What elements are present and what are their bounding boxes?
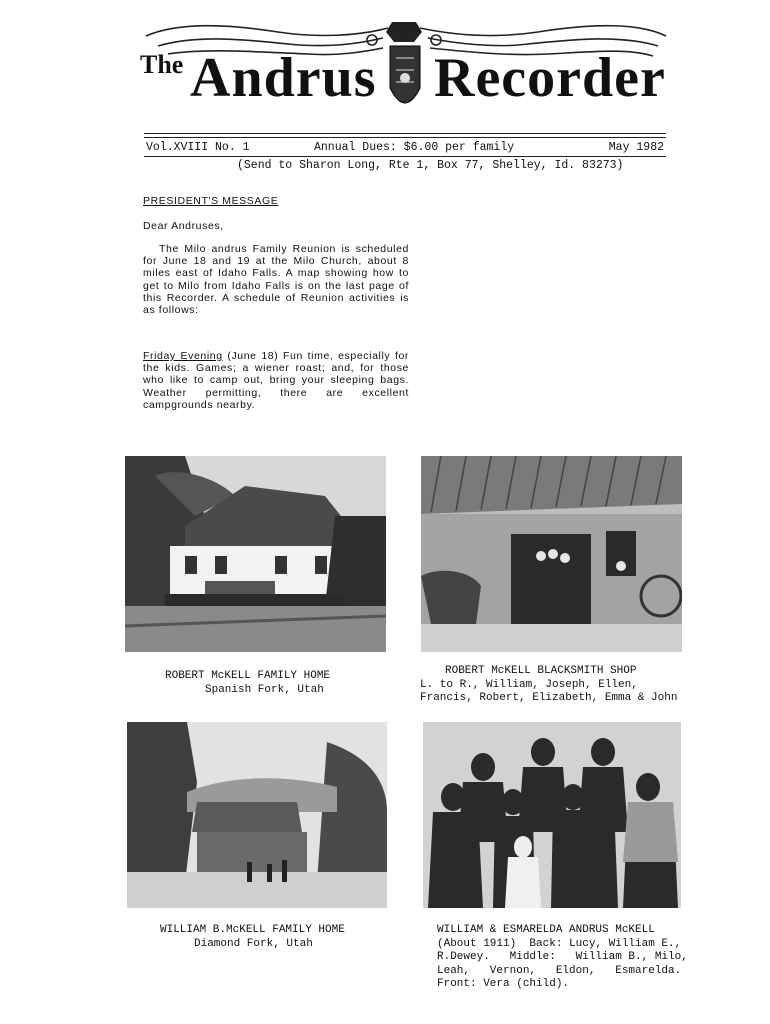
photo-robert-mckell-blacksmith-shop	[421, 456, 682, 652]
masthead-title-andrus: Andrus	[190, 47, 377, 109]
volume-number: Vol.XVIII No. 1	[146, 141, 250, 154]
caption-line: (About 1911) Back: Lucy, William E.,	[437, 937, 682, 950]
caption-photo-3	[160, 924, 345, 951]
caption-line: Diamond Fork, Utah	[194, 937, 313, 950]
masthead-rule-top	[144, 133, 666, 134]
caption-line: Francis, Robert, Elizabeth, Emma & John	[420, 692, 678, 704]
friday-evening-lead: Friday Evening	[143, 350, 223, 362]
photo-robert-mckell-family-home	[125, 456, 386, 652]
caption-photo-4	[437, 924, 688, 992]
crest-emblem	[386, 22, 422, 103]
caption-line: R.Dewey. Middle: William B., Milo,	[437, 951, 688, 963]
article-salutation: Dear Andruses,	[143, 220, 224, 232]
masthead-title-recorder: Recorder	[434, 47, 666, 109]
caption-line: L. to R., William, Joseph, Ellen,	[420, 678, 638, 691]
send-dues-address: (Send to Sharon Long, Rte 1, Box 77, Shelley, Id. 83273)	[237, 159, 624, 172]
caption-line: Leah, Vernon, Eldon, Esmarelda.	[437, 964, 682, 977]
friday-evening-text: (June 18) Fun time, especially for the kids. Games; a wiener roast; and, for those who like to camp out, bring your sleeping bags. Weather permitting, there are excellent campgrounds nearby.	[143, 350, 409, 411]
article-paragraph-2	[143, 350, 409, 411]
caption-line: WILLIAM B.McKELL FAMILY HOME	[160, 924, 345, 936]
photo-william-esmarelda-andrus-mckell-family	[423, 722, 681, 908]
caption-line: ROBERT McKELL FAMILY HOME	[165, 670, 331, 682]
article-heading: PRESIDENT'S MESSAGE	[143, 195, 279, 207]
caption-line: Front: Vera (child).	[437, 978, 570, 990]
caption-line: WILLIAM & ESMARELDA ANDRUS McKELL	[437, 924, 655, 936]
annual-dues: Annual Dues: $6.00 per family	[314, 141, 515, 154]
caption-line: Spanish Fork, Utah	[205, 683, 324, 696]
article-paragraph-1: The Milo andrus Family Reunion is scheduled for June 18 and 19 at the Milo Church, about 8 miles east of Idaho Falls. A map showing how to get to Milo from Idaho Falls is on the last page of this Recorder. A schedule of Reunion activities is as follows:	[143, 243, 409, 317]
caption-photo-2	[420, 665, 677, 706]
masthead-rule-top-inner	[144, 137, 666, 138]
caption-photo-1	[165, 670, 330, 697]
issue-date: May 1982	[608, 141, 664, 154]
masthead-title-the: The	[140, 50, 184, 79]
caption-line: ROBERT McKELL BLACKSMITH SHOP	[445, 665, 637, 677]
masthead-rule-bottom	[144, 156, 666, 157]
photo-william-mckell-family-home	[127, 722, 387, 908]
